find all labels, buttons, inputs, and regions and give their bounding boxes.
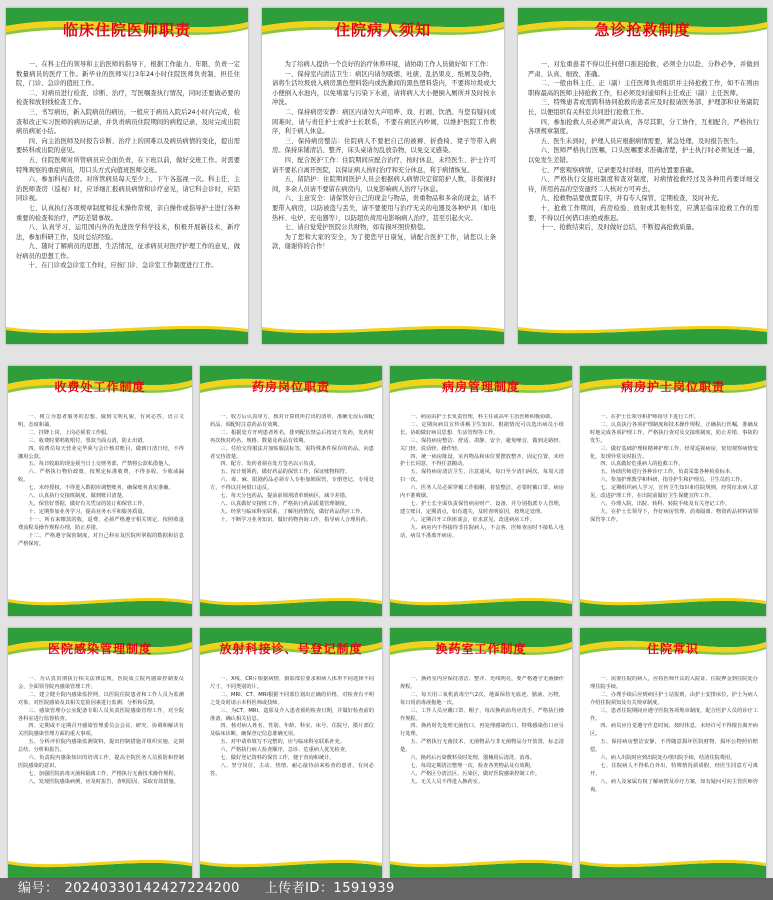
poster-paragraph: 五、协助医师进行各种诊疗工作，负责采集各种检验标本。 (600, 469, 736, 476)
poster-paragraph: 五、对申请单填写不完整的，应与临床科室联系补充。 (220, 739, 345, 746)
poster-doctor-duties (6, 8, 248, 344)
poster-paragraph: 一、树立为患者服务的思想，做到文明礼貌，有问必答，语言文明，态度和蔼。 (18, 414, 184, 428)
poster-title: 病房护士岗位职责 (620, 380, 725, 394)
poster-title: 药房岗位职责 (251, 380, 330, 394)
poster-dressing-room (390, 628, 572, 878)
poster-paragraph: 一、收方后认真审方，核对计算机所打出的清单，准确无误后调配药品，调配时注意药品有效期。 (210, 414, 374, 428)
poster-title: 临床住院医师职责 (62, 21, 191, 39)
poster-title: 住院常识 (646, 642, 699, 656)
poster-paragraph: 六、负责院内感染知识的培训工作，提高全院医务人员预防和控制医院感染的意识。 (18, 755, 184, 769)
poster-bottom-band (200, 856, 382, 878)
poster-paragraph: 五、按计划领药，做好药品的保管工作，保证账物相符。 (220, 469, 351, 476)
poster-paragraph: 七、定期组织病人学习，宣传卫生知识和住院规则，经常征求病人意见，改进护理工作，在出院前做好卫生保健宣传工作。 (590, 485, 758, 500)
poster-emergency-rescue (518, 8, 767, 344)
poster-paragraph: 四、收费员每天营业完毕须与会计核对账目，做到日清日结，不得挪用公款。 (18, 445, 184, 460)
poster-bottom-band (8, 594, 192, 616)
poster-body (18, 414, 184, 590)
watermark-id-label: 编号： (18, 881, 59, 896)
poster-paragraph: 二、一般由科主任、正（副）主任医师负责组织并主持抢救工作，如不在则由职称最高的医师主持抢救工作，但必须及时通知科主任或正（副）主任医师。 (528, 80, 759, 97)
poster-paragraph: 五、保持病房清洁卫生，注意通风，每日至少清扫两次，每周大清扫一次。 (400, 469, 564, 484)
poster-paragraph: 十、不断学习业务知识，做好药物咨询工作，指导病人合理用药。 (220, 516, 371, 523)
poster-ward-management (390, 366, 572, 616)
poster-body (528, 60, 759, 318)
poster-paragraph: 六、参加科内查房。对所管病员每天至少上、下午各巡视一次。科主任、主治医师查房（巡视）时，应详细汇报病员病情和诊疗意见，请它科会诊时，应陪同诊视。 (16, 176, 240, 203)
poster-paragraph: 为了给病人提供一个良好的治疗休养环境，请协助工作人员做好如下工作： (284, 61, 493, 68)
poster-paragraph: 五、分析评价院内感染监测资料，提出控制措施并组织实施，定期总结、分析和报告。 (18, 739, 184, 754)
poster-paragraph: 五、住院医师对所管病员应全面负责，在下班以前，做好交班工作。对需要特殊观察的重症病员，用口头方式向值班医师交班。 (16, 156, 240, 174)
poster-paragraph: 一、换药室内应保持清洁、整齐、光线明亮，要严格遵守无菌操作规程。 (400, 676, 564, 690)
poster-paragraph: 二、对病员进行检查、诊断、治疗，写医嘱查执行情况，同时还要做必要的检查和放射线检查工作。 (16, 89, 240, 107)
poster-title: 急诊抢救制度 (594, 21, 691, 39)
poster-paragraph: 二、办理手续后应到病区护士站报到，由护士安排床位，护士为病人介绍住院须知及有关规章制度。 (590, 691, 758, 706)
poster-body (400, 676, 564, 852)
watermark-uploader: 上传者ID：1591939 (264, 881, 395, 896)
poster-bottom-band (262, 322, 504, 344)
poster-radiology-registration (200, 628, 382, 878)
poster-pharmacy-duties (200, 366, 382, 616)
wave-band-graphic (518, 322, 767, 344)
poster-paragraph: 一、保持室内清洁卫生：病区内请勿吸烟、吐痰、乱扔果皮、纸屑及杂物，请将生活垃圾放入病房黑色塑料袋内或洗漱间的黑色塑料袋内，不要将垃圾或大小便倒入水池内，以免堵塞与污染下水道，请将病人大小便倒入厕所并及时按水冲洗。 (272, 70, 496, 107)
poster-paragraph: 四、换药时先处理无菌伤口，再处理感染伤口，特殊感染伤口应另行处理。 (400, 723, 564, 738)
poster-bottom-band (580, 594, 766, 616)
poster-paragraph: 三、感染管理办公室配备专职人员负责医院感染管理工作，对全院各科室进行监督检查。 (18, 707, 184, 722)
wave-band-graphic (390, 856, 572, 878)
poster-paragraph: 七、每周定期清洁整理一次，检查各类物品及有效期。 (410, 762, 535, 769)
poster-paragraph: 九、抢救物品要放置有序，并有专人保管，定期检查，及时补充。 (540, 195, 724, 203)
poster-paragraph: 九、在护士长领导下，作好病房管理、消毒隔离、物资药品材料请领保管等工作。 (590, 508, 758, 523)
wave-band-graphic (580, 856, 766, 878)
poster-body (590, 414, 758, 590)
poster-paragraph: 九、经常与临床科室联系，了解用药情况，做好药品供应工作。 (220, 508, 366, 515)
poster-body (16, 60, 240, 318)
poster-body (400, 414, 564, 590)
poster-paragraph: 六、参加护理教学和科研，指导护生和护理员、卫生员的工作。 (600, 477, 746, 484)
poster-paragraph: 九、无关人员不得进入换药室。 (410, 778, 484, 785)
poster-paragraph: 一、需要住院的病人，应持医师开具的入院证、住院押金到住院处办理住院手续。 (590, 676, 758, 690)
poster-paragraph: 四、病员应自觉遵守作息时间，按时休息，未经许可不得擅自离开病区。 (590, 723, 758, 738)
poster-paragraph: 七、未经授权，不得进入数据库调整账务，确保账务真实准确。 (28, 485, 174, 492)
poster-paragraph: 八、办理入院、出院、转科、转院手续及有关登记工作。 (600, 500, 731, 507)
poster-body (272, 60, 496, 318)
poster-title: 医院感染管理制度 (47, 642, 152, 656)
poster-paragraph: 二、保持病房安静：病区内请勿大声喧哗、戏、打闹、饮酒。当您有疑问或困难时，请与责任护士或护士长联系，不要在病区内吵闹，以维护医院工作秩序，利于病人休息。 (272, 108, 496, 136)
poster-paragraph: 八、认真执行交接班制度，做到账目清楚。 (28, 493, 127, 500)
poster-paragraph: 六、毒、麻、限剧药品必须专人专柜加锁保管，专册登记，专用处方，不得以任何借口违反。 (210, 477, 374, 492)
poster-inpatient-notice (262, 8, 504, 344)
wave-band-graphic (8, 856, 192, 878)
poster-paragraph: 七、认真执行各项规章制度和技术操作常规，亲自操作或指导护士进行各种重要的检查和治疗，严防差错事故。 (16, 204, 240, 222)
poster-paragraph: 八、认真做好交接班工作，严格执行药品质量管理制度。 (220, 500, 351, 507)
poster-paragraph: 七、加强医院消毒灭菌和隔离工作，严格执行无菌技术操作规程。 (28, 770, 179, 777)
poster-paragraph: 一、病房由护士长负责管理，科主任或高年主治医师积极协助。 (410, 414, 556, 420)
poster-paragraph: 一、在护士长领导和护师指导下进行工作。 (600, 414, 699, 420)
poster-paragraph: 五、保持病房整洁安静，不得随意损坏医院财物，损坏公物照价赔偿。 (590, 739, 758, 754)
poster-paragraph: 三、收费时要唱收唱付，票款当面点清，防止出错。 (28, 437, 148, 444)
poster-paragraph: 四、参加抢救人员必须严肃认真，各尽其职，分工协作，互相配合，严格执行各项规章制度。 (528, 118, 759, 136)
poster-paragraph: 六、换药后污染敷料及时处理，器械用后清洗、消毒。 (410, 755, 535, 762)
poster-paragraph: 七、严密观察病情，记录要及时详细，用药处置要准确。 (540, 166, 699, 174)
poster-body (18, 676, 184, 852)
poster-billing-rules (8, 366, 192, 616)
poster-bottom-band (580, 856, 766, 878)
poster-body (590, 676, 758, 852)
poster-paragraph: 七、护士长全面负责保管病房财产、设备，并分别指派专人管理，建立账目，定期清点，如有遗失，及时查明原因，按规定处理。 (400, 500, 564, 515)
poster-body (210, 676, 374, 852)
poster-paragraph: 三、书写病历，新入院病员的病历，一般应于病员入院后24小时内完成，检查和改正实习医师的病历记录，并负责病员住院期间的病程记录，及时完成出院病员病案小结。 (16, 108, 240, 136)
poster-paragraph: 十、定期参加业务学习，提高业务水平和服务质量。 (28, 508, 148, 515)
poster-paragraph: 六、病人出院时应到出院处办理出院手续，结清住院费用。 (600, 755, 736, 762)
poster-paragraph: 八、坚守岗位，主动、热情、耐心接待前来检查的患者，有问必答。 (210, 762, 374, 777)
poster-paragraph: 三、付给交待服法并加贴服法标签，需特殊条件保存的药品，向患者交待清楚。 (210, 445, 374, 460)
wave-band-graphic (390, 594, 572, 616)
poster-paragraph: 二、认真执行各项护理制度和技术操作规程，正确执行医嘱，准确及时地完成各项护理工作，严格执行查对及交接班制度，防止差错、事故的发生。 (590, 421, 758, 444)
poster-paragraph: 五、每日收取的现金须当日上交财务部，严禁将公款私借他人。 (28, 461, 174, 468)
poster-paragraph: 三、保持病房整洁、舒适、肃静、安全，避免噪音，做到走路轻、关门轻、说话轻、操作轻。 (400, 437, 564, 452)
poster-paragraph: 三、患者住院期间应遵守医院各项规章制度，配合医护人员的诊疗工作。 (590, 707, 758, 722)
poster-paragraph: 四、配合医护工作：住院期间应配合治疗，按时休息，未经医生、护士许可请不要私自离开医院，以保证病人按时治疗和充分休息，利于病情恢复。 (272, 156, 496, 174)
poster-paragraph: 九、保管好票据，做好有关凭证的装订和保管工作。 (28, 500, 148, 507)
poster-inpatient-guide (580, 628, 766, 878)
poster-paragraph: 八、认真学习、运用国内外的先进医学科学技术，积极开展新技术、新疗法，参加科研工作，及时总结经验。 (16, 224, 240, 241)
poster-paragraph: 一、为认真贯彻执行相关法律法规，医院成立院内感染控制委员会，全面领导院内感染管理工作。 (18, 676, 184, 690)
wave-band-graphic (200, 856, 382, 878)
poster-paragraph: 五、严格执行无菌技术，无菌物品与非无菌物品分开放置，标志清楚。 (400, 739, 564, 754)
poster-paragraph: 七、做好登记资料的保管工作，便于查询和统计。 (220, 755, 335, 762)
poster-title: 换药室工作制度 (435, 642, 527, 656)
watermark-id-value: 20240330142427224200 (64, 881, 240, 896)
poster-bottom-band (200, 594, 382, 616)
poster-paragraph: 七、住院病人不得私自外出，特殊情况须请假，经医生同意方可离开。 (590, 762, 758, 777)
poster-ward-nurse-duties (580, 366, 766, 616)
wave-band-graphic (580, 594, 766, 616)
poster-infection-control (8, 628, 192, 878)
poster-paragraph: 十、在门诊或急诊室工作时，应按门诊、急诊室工作制度进行工作。 (28, 262, 218, 270)
poster-paragraph: 四、认真做好危重病人的抢救工作。 (600, 461, 684, 468)
poster-paragraph: 四、定期或不定期召开感染管理委员会会议，研究、协调和解决有关医院感染管理方面的重大事项。 (18, 723, 184, 738)
poster-paragraph: 二、根据处方开列患者姓名，排列配伍禁忌后按处方发药，发药时再次核对药名、规格、数量及药品有效期。 (210, 429, 374, 444)
poster-paragraph: 六、医师严格执行医嘱，口头医嘱要求准确清楚，护士执行时必须复述一遍，以免发生差错。 (528, 147, 759, 164)
poster-title: 放射科接诊、号登记制度 (219, 642, 363, 656)
wave-band-graphic (8, 594, 192, 616)
poster-paragraph: 一、对危重患者不得以任何借口推迟抢救，必须全力以赴，分秒必争，并做到严肃、认真、细致、准确。 (528, 61, 759, 78)
poster-paragraph: 三、特殊患者或需跨科协同抢救的患者应及时报请医务部、护理部和业务副院长，以便组织有关科室共同进行抢救工作。 (528, 99, 759, 116)
poster-paragraph: 十二、严格遵守保密制度，对自己科室及医院所掌握的数据和信息严格保密。 (18, 532, 184, 547)
poster-bottom-band (390, 856, 572, 878)
poster-paragraph: 八、病人及家属有权了解病情及诊疗方案，如有疑问可向主管医师咨询。 (590, 778, 758, 793)
poster-paragraph: 十、抢救工作期间，药房检验、放射或其他科室，应满足临床抢救工作的需要，不得以任何借口拒绝或推迟。 (528, 204, 759, 222)
poster-paragraph: 九、病房内不得接待非住院病人，不会客，医师查房时不接私人电话，病员不准离开病房。 (400, 524, 564, 539)
poster-paragraph: 三、为CT、MRI、造影及介入患者预约检查日期，并做好检查前的准备，确认相关信息。 (210, 707, 374, 722)
poster-title: 病房管理制度 (441, 380, 520, 394)
poster-paragraph: 七、每天分包药品，提前前调剂清单到病区，减少差错。 (220, 493, 351, 500)
poster-title: 收费处工作制度 (54, 380, 146, 394)
wave-band-graphic (200, 594, 382, 616)
poster-paragraph: 四、统一病房陈设，室内物品和床位要摆放整齐，固定位置，未经护士长同意，不得任意搬动。 (400, 453, 564, 468)
wave-band-graphic (262, 322, 504, 344)
poster-paragraph: 四、配方、发药者须在处方签名以示负责。 (220, 461, 319, 468)
poster-paragraph: 五、医生未到时，护理人员应根据病情需要，紧急处理，及时报告医生。 (540, 137, 743, 145)
wave-band-graphic (6, 322, 248, 344)
poster-paragraph: 二、建立健全院内感染监控网，以医院住院患者和工作人员为监测对象，对医院感染及其相关危险因素进行监测、分析和反馈。 (18, 691, 184, 706)
poster-paragraph: 二、定期向病员宣传讲解卫生知识，根据情况可以选出病员小组长，协助做好病员思想、生活管理等工作。 (400, 421, 564, 436)
poster-bottom-band (518, 322, 767, 344)
poster-paragraph: 七、请自觉爱护医院公共财物，如有损坏照价赔偿。 (284, 224, 430, 232)
poster-paragraph: 一、在科主任的领导和主治医师的指导下，根据工作能力、年限，负责一定数量病员的医疗工作。新毕业的医师实行3年24小时住院医师负责制，担任住院、门诊、急诊的值班工作。 (16, 61, 240, 88)
poster-paragraph: 二、MRI、CT、MRI根据不同部位划出正确的价格，对检查有不明之处及时请示本科医师或技师。 (210, 691, 374, 706)
poster-bottom-band (390, 594, 572, 616)
poster-paragraph: 八、发现医院感染病例，应及时报告，查明原因，采取有效措施。 (28, 778, 179, 785)
poster-bottom-band (6, 322, 248, 344)
poster-paragraph: 八、严格执行交接班制度和查对制度，对病情抢救经过及各种用药要详细交待，所用药品的空安瓿经二人核对方可弃去。 (528, 176, 759, 193)
poster-paragraph: 四、向主治医师及时报告诊断、治疗上的困难以及病员病情的变化，提出需要转科或出院的意见。 (16, 137, 240, 155)
poster-paragraph: 六、医务人员必须穿戴工作服帽，着装整洁，必要时戴口罩，病房内不准吸烟。 (400, 485, 564, 500)
poster-title: 住院病人须知 (334, 21, 431, 39)
poster-paragraph: 二、挂牌上岗，上岗必须着工作服。 (28, 429, 112, 436)
poster-paragraph: 二、每天用三氧机消毒空气2次，地面保持无血迹、脓液、污物，每日用消毒液拖地一次。 (400, 691, 564, 706)
poster-paragraph: 一、X线、CR片根据病情，摄影部位要求和病人体形不同选择不同尺寸，不同类别的片。 (210, 676, 374, 690)
poster-paragraph: 九、随时了解病员的思想、生活情况，征求病员对医疗护理工作的意见，做好病员的思想工作。 (16, 243, 240, 260)
poster-paragraph: 六、严格执行物价政策，按规定标准收费，不得多收、少收或漏收。 (18, 469, 184, 484)
poster-paragraph: 三、保持病房整洁：住院病人不要把自己的被褥、折叠椅、凳子等带入病房。保持床铺清洁、整齐，床头桌请勿乱放杂物，以免交叉感染。 (272, 137, 496, 155)
poster-paragraph: 为了您和大家的安全，为了使您早日康复，请配合医护工作，请您以上条款，谢谢你的合作！ (272, 233, 496, 251)
poster-paragraph: 六、严格执行病人检查顺序，急诊、危重病人优先检查。 (220, 747, 351, 754)
poster-body (210, 414, 374, 590)
watermark-bar (0, 878, 773, 900)
poster-paragraph: 十一、所有来缴款的收，退费，必须严格遵守相关规定，按照收退费流程及操作规程办理，防止差错。 (18, 516, 184, 531)
poster-paragraph: 四、核对病人姓名、性别、年龄、科室、床号、住院号，摄片部位及临床诊断，确保登记信息准确无误。 (210, 723, 374, 738)
poster-paragraph: 八、定期召开工休座谈会，征求意见，改进病房工作。 (410, 516, 535, 523)
poster-paragraph: 八、严格区分清洁区、污染区，做好医院感染控制工作。 (410, 770, 541, 777)
poster-paragraph: 三、做好基础护理和精神护理工作，经常巡视病房，密切观察病情变化，发现异常及时报告。 (590, 445, 758, 460)
poster-paragraph: 六、主意安全：请保管好自己的现金与物品，贵重物品和多余的现金，请不要带入病房，以防被盗与丢失，请不要使用与治疗无关的电器及各种炉具（如电热杯、电炉、充电器等），以防超负荷用电影响病人治疗，甚至引起火灾。 (272, 195, 496, 222)
poster-paragraph: 十一、抢救结束后，及时做好总结，不断提高抢救质量。 (540, 224, 699, 232)
poster-bottom-band (8, 856, 192, 878)
poster-paragraph: 五、留陪护：住院期间医护人员会根据病人病情决定留陪护人数，非探视时间，多余人员请不要留在病房内，以免影响病人治疗与休息。 (272, 176, 496, 193)
poster-paragraph: 三、工作人员应戴口罩、帽子，每次换药前均应洗手，严格执行操作规程。 (400, 707, 564, 722)
